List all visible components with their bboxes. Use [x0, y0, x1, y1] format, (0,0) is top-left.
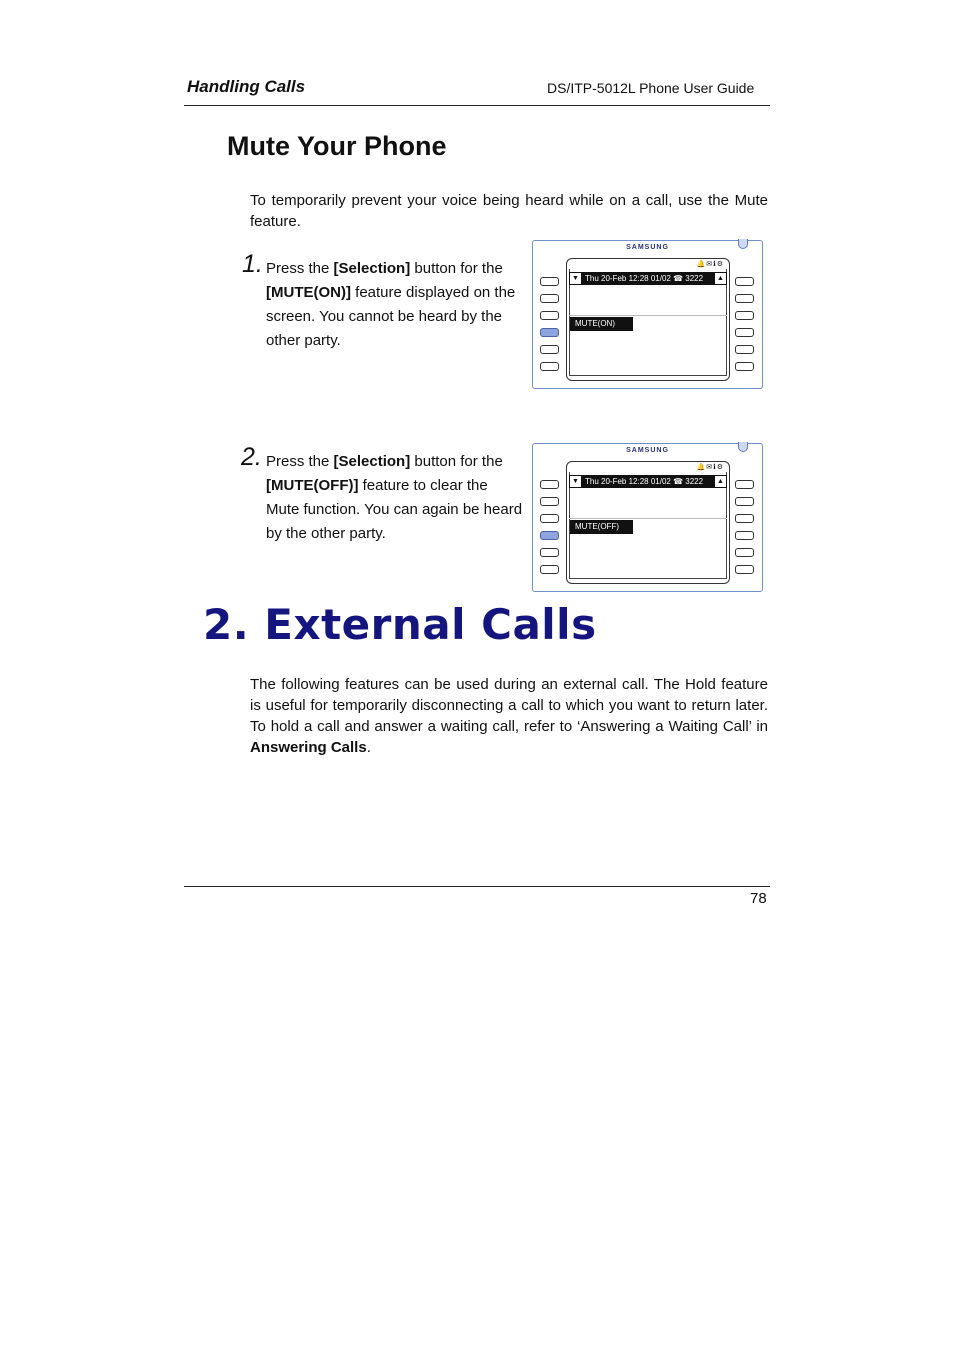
- date-time-line: Thu 20-Feb 12:28 01/02 ☎ 3222: [585, 274, 704, 283]
- page-number: 78: [750, 890, 767, 907]
- lcd-divider: [569, 315, 727, 316]
- right-selection-key-2[interactable]: [735, 294, 754, 303]
- step-1-number: 1.: [242, 250, 263, 278]
- right-selection-key-5[interactable]: [735, 548, 754, 557]
- intro-paragraph: To temporarily prevent your voice being heard while on a call, use the Mute feature.: [250, 192, 768, 230]
- left-selection-key-5[interactable]: [540, 548, 559, 557]
- scroll-down-icon: ▼: [570, 273, 581, 284]
- right-selection-key-1[interactable]: [735, 480, 754, 489]
- phone-display-mute-off: [532, 443, 763, 592]
- status-icons: 🔔✉ℹ⚙: [696, 261, 724, 268]
- brand-logo: SAMSUNG: [626, 447, 669, 454]
- lcd-status-bar: [569, 475, 727, 488]
- step-2-text: Press the [Selection] button for the [MUTE(OFF)] feature to clear the Mute function. You can again be heard by the other party.: [266, 453, 523, 542]
- phone-display-mute-on: [532, 240, 763, 389]
- running-header-section: Handling Calls: [187, 77, 306, 96]
- lcd-screen: [566, 461, 730, 584]
- chapter-title: 2. External Calls: [203, 600, 597, 649]
- scroll-up-icon: ▲: [715, 273, 726, 284]
- right-selection-key-1[interactable]: [735, 277, 754, 286]
- scroll-down-icon: ▼: [570, 476, 581, 487]
- scroll-up-icon: ▲: [715, 476, 726, 487]
- external-calls-paragraph: The following features can be used during an external call. The Hold feature is useful for temporarily disconnecting a call to which you want to return later. To hold a call and answer a waiting call, refer to ‘Answering a Waiting Call’ in Answering Calls.: [250, 676, 768, 756]
- step-2-number: 2.: [241, 443, 262, 471]
- right-selection-key-6[interactable]: [735, 565, 754, 574]
- lcd-status-bar: [569, 272, 727, 285]
- left-selection-key-4[interactable]: [540, 328, 559, 337]
- lcd-divider: [569, 518, 727, 519]
- right-selection-key-4[interactable]: [735, 531, 754, 540]
- left-selection-key-2[interactable]: [540, 497, 559, 506]
- header-rule: [184, 105, 770, 106]
- right-selection-key-2[interactable]: [735, 497, 754, 506]
- left-selection-key-3[interactable]: [540, 311, 559, 320]
- running-header-guide: DS/ITP-5012L Phone User Guide: [547, 80, 755, 96]
- left-selection-key-1[interactable]: [540, 480, 559, 489]
- left-selection-key-1[interactable]: [540, 277, 559, 286]
- section-title: Mute Your Phone: [227, 131, 447, 161]
- right-selection-key-5[interactable]: [735, 345, 754, 354]
- lcd-screen: [566, 258, 730, 381]
- right-selection-key-6[interactable]: [735, 362, 754, 371]
- left-selection-key-4[interactable]: [540, 531, 559, 540]
- footer-rule: [184, 886, 770, 887]
- menu-item-mute-on: MUTE(ON): [570, 317, 633, 331]
- left-selection-key-3[interactable]: [540, 514, 559, 523]
- right-selection-key-4[interactable]: [735, 328, 754, 337]
- status-icons: 🔔✉ℹ⚙: [696, 464, 724, 471]
- message-led: [738, 442, 748, 452]
- left-selection-key-6[interactable]: [540, 565, 559, 574]
- left-selection-key-5[interactable]: [540, 345, 559, 354]
- message-led: [738, 239, 748, 249]
- brand-logo: SAMSUNG: [626, 244, 669, 251]
- step-1-text: Press the [Selection] button for the [MUTE(ON)] feature displayed on the screen. You cannot be heard by the other party.: [266, 260, 516, 349]
- menu-item-mute-off: MUTE(OFF): [570, 520, 633, 534]
- left-selection-key-6[interactable]: [540, 362, 559, 371]
- right-selection-key-3[interactable]: [735, 514, 754, 523]
- date-time-line: Thu 20-Feb 12:28 01/02 ☎ 3222: [585, 477, 704, 486]
- left-selection-key-2[interactable]: [540, 294, 559, 303]
- right-selection-key-3[interactable]: [735, 311, 754, 320]
